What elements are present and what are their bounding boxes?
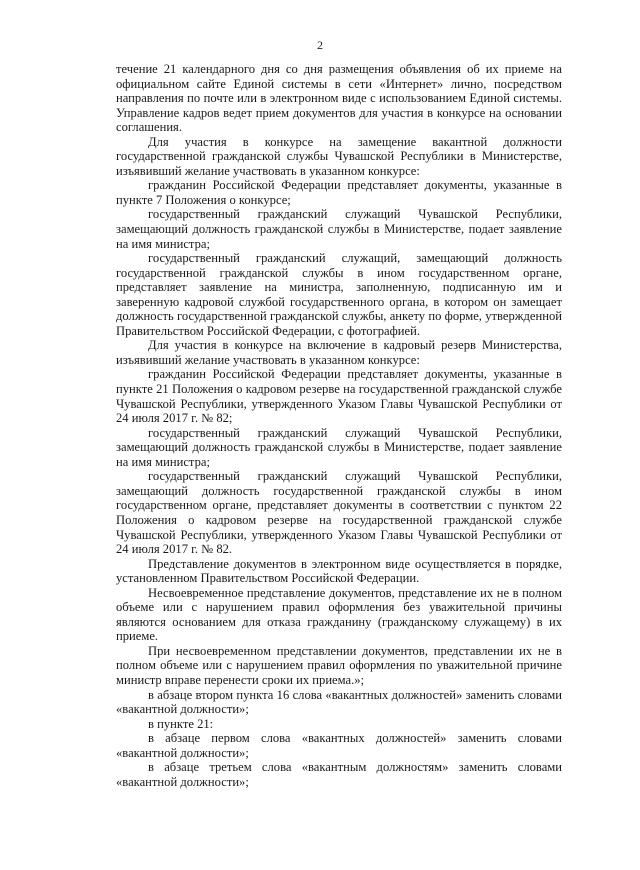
paragraph: Для участия в конкурсе на замещение вакантной должности государственной гражданской службы Чувашской Республики в Министерстве, изъявивший желание участвовать в указанном конкурсе: (116, 134, 562, 178)
paragraph: в абзаце первом слова «вакантных должностей» заменить словами «вакантной должности»; (116, 731, 562, 760)
paragraph: течение 21 календарного дня со дня размещения объявления об их приеме на официальном сайте Единой системы в сети «Интернет» лично, посредством направления по почте или в электронном виде с использованием Единой системы. Управление кадров ведет прием документов для участия в конкурсе на основании соглашения. (116, 62, 562, 135)
paragraph: Для участия в конкурсе на включение в кадровый резерв Министерства, изъявивший желание участвовать в указанном конкурсе: (116, 338, 562, 367)
paragraph: государственный гражданский служащий Чувашской Республики, замещающий должность государственной гражданской службы в ином государственном органе, представляет документы в соответствии с пунктом 22 Положения о кадровом резерве на государственной гражданской службе Чувашской Республики, утвержденного Указом Главы Чувашской Республики от 24 июля 2017 г. № 82. (116, 469, 562, 557)
paragraph: государственный гражданский служащий Чувашской Республики, замещающий должность гражданской службы в Министерстве, подает заявление на имя министра; (116, 425, 562, 469)
paragraph: в абзаце втором пункта 16 слова «вакантных должностей» заменить словами «вакантной должности»; (116, 687, 562, 717)
paragraph: Несвоевременное представление документов, представление их не в полном объеме или с нарушением правил оформления без уважительной причины являются основанием для отказа гражданину (гражданскому служащему) в их приеме. (116, 585, 562, 644)
paragraph: гражданин Российской Федерации представляет документы, указанные в пункте 21 Положения о кадровом резерве на государственной гражданской службе Чувашской Республики, утвержденного Указом Главы Чувашской Республики от 24 июля 2017 г. № 82; (116, 367, 562, 426)
paragraph: При несвоевременном представлении документов, представлении их не в полном объеме или с нарушением правил оформления по уважительной причине министр вправе перенести сроки их приема.»; (116, 643, 562, 687)
paragraph: гражданин Российской Федерации представляет документы, указанные в пункте 7 Положения о конкурсе; (116, 178, 562, 207)
page-number: 2 (317, 38, 323, 52)
document-body (116, 62, 562, 789)
paragraph: в пункте 21: (148, 716, 214, 731)
paragraph: государственный гражданский служащий, замещающий должность государственной гражданской службы в ином государственном органе, представляет заявление на министра, заполненную, подписанную им и заверенную кадровой службой государственного органа, в котором он замещает должность государственной гражданской службы, анкету по форме, утвержденной Правительством Российской Федерации, с фотографией. (116, 251, 562, 338)
paragraph: Представление документов в электронном виде осуществляется в порядке, установленном Правительством Российской Федерации. (116, 556, 562, 586)
paragraph: государственный гражданский служащий Чувашской Республики, замещающий должность гражданской службы в Министерстве, подает заявление на имя министра; (116, 207, 562, 251)
paragraph: в абзаце третьем слова «вакантным должностям» заменить словами «вакантной должности»; (116, 760, 562, 789)
